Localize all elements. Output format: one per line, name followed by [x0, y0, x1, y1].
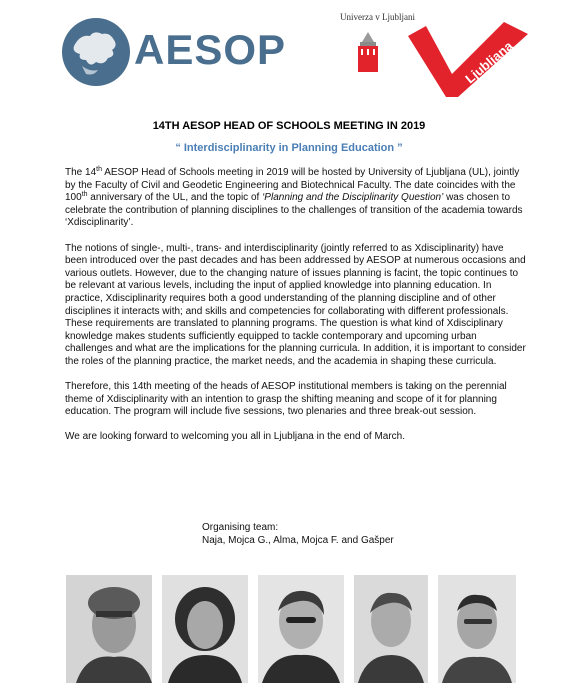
team-photo-3: [258, 575, 344, 683]
university-building-icon: [356, 32, 380, 72]
organising-team: [202, 522, 394, 547]
aesop-logo-text: AESOP: [134, 26, 287, 73]
document-subtitle: “ Interdisciplinarity in Planning Education ”: [175, 142, 403, 154]
portrait-icon: [162, 575, 248, 683]
team-photo-4: [354, 575, 428, 683]
team-photo-5: [438, 575, 516, 683]
p1-topic-italic: ‘Planning and the Disciplinarity Question’: [262, 192, 444, 204]
body-text: [65, 167, 527, 444]
team-photo-2: [162, 575, 248, 683]
portrait-icon: [66, 575, 152, 683]
ljubljana-mark-text: Ljubljana: [462, 38, 516, 87]
paragraph-2: The notions of single-, multi-, trans- and interdisciplinarity (jointly referred to as Xdisciplinarity) have been introduced over the past decades and has been addressed by AESOP at numerous occasions and various outlets. However, due to the changing nature of issues planning is facint, the topic continues to be relevant at various levels, including the input of applied knowledge into planning education. In practice, Xdisciplinarity requires both a good understanding of the planning discipline and of other disciplines it interacts with; and skills and competencies for collaborating with different professionals. These requirements are translated to planning programs. The question is what kind of Xdisciplinary knowledge makes students sufficiently equipped to tackle contemporary and upcoming urban challenges and what are the implications for the planning curricula. In addition, it is important to consider the roles of the planning practice, the market needs, and the academia in shaping these curricula.: [65, 242, 526, 367]
team-names: Naja, Mojca G., Alma, Mojca F. and Gašper: [202, 534, 394, 546]
portrait-icon: [258, 575, 344, 683]
p1-text-b: AESOP Head of Schools meeting in 2019 will be hosted by University of Ljubljana (UL), jointly by the Faculty of Civil and Geodetic Engineering and Biotechnical Faculty. The date coincides with the 100: [65, 167, 520, 204]
paragraph-3: Therefore, this 14th meeting of the heads of AESOP institutional members is taking on the perennial theme of Xdisciplinarity with an intention to grasp the shifting meaning and scope of it for planning education. The program will include five sessions, two plenaries and three break-out session.: [65, 381, 507, 418]
ljubljana-v-mark: [408, 22, 528, 97]
p1-text-e: was chosen to celebrate the contribution of planning disciplines to the challenges of transition of the academia towards ‘Xdisciplinarity’.: [65, 192, 523, 229]
team-photos: [66, 575, 516, 683]
paragraph-1: [65, 167, 527, 230]
portrait-icon: [354, 575, 428, 683]
p1-sup-1: th: [96, 166, 102, 173]
paragraph-4: We are looking forward to welcoming you all in Ljubljana in the end of March.: [65, 431, 405, 443]
university-logo: [340, 12, 530, 97]
globe-europe-icon: [60, 16, 132, 88]
team-photo-1: [66, 575, 152, 683]
portrait-icon: [438, 575, 516, 683]
p1-text-c: anniversary of the UL, and the topic of: [87, 192, 263, 204]
aesop-logo: [60, 16, 287, 88]
team-label: Organising team:: [202, 522, 279, 533]
university-caption: Univerza v Ljubljani: [340, 12, 415, 22]
p1-text-a: The 14: [65, 167, 97, 178]
p1-sup-2: th: [81, 191, 88, 199]
document-title: 14TH AESOP HEAD OF SCHOOLS MEETING IN 2019: [152, 120, 426, 132]
